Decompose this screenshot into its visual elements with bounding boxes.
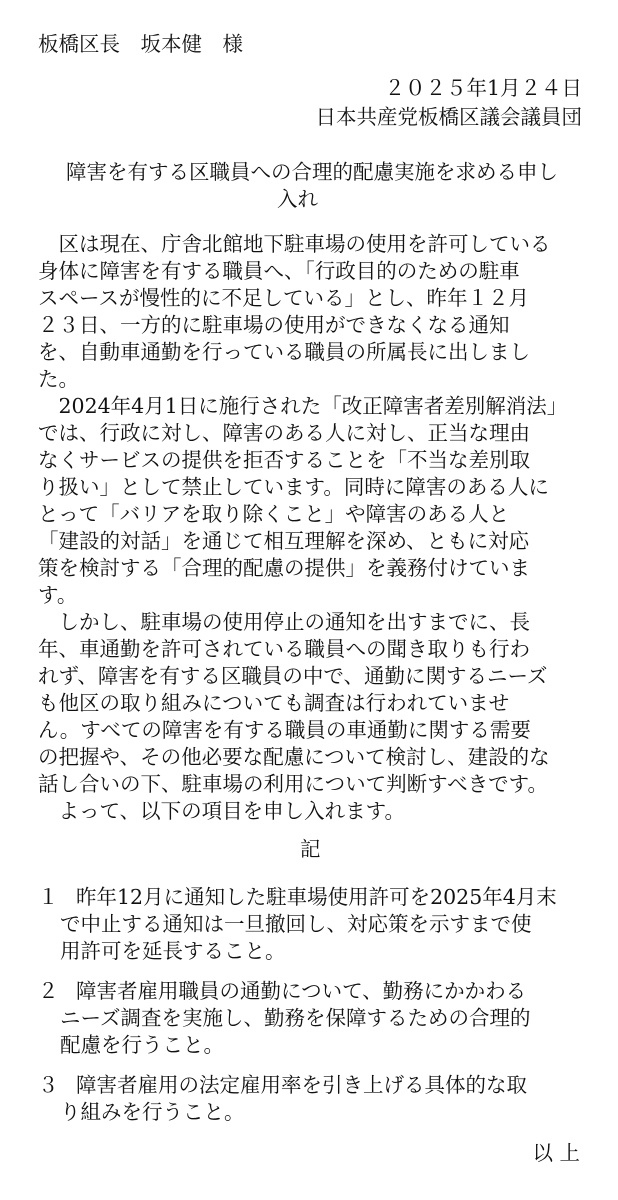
document-title-line-1: 障害を有する区職員への合理的配慮実施を求める申し [66, 160, 558, 184]
closing: 以 上 [532, 1141, 580, 1165]
sender: 日本共産党板橋区議会議員団 [315, 105, 582, 129]
item-line: 用許可を延長すること。 [60, 939, 286, 963]
addressee: 板橋区長 坂本健 様 [38, 32, 243, 56]
body-line: す。 [38, 583, 78, 607]
body-line: スペースが慢性的に不足している」とし、昨年１２月 [38, 286, 529, 310]
body-line: 策を検討する「合理的配慮の提供」を義務付けていま [38, 556, 530, 580]
body-line: よって、以下の項目を申し入れます。 [38, 799, 405, 823]
ki-heading: 記 [300, 837, 321, 861]
body-line: り扱い」として禁止しています。同時に障害のある人に [38, 475, 549, 499]
item-line: り組みを行うこと。 [60, 1100, 245, 1124]
body-line: 話し合いの下、駐車場の利用について判断すべきです。 [38, 772, 549, 796]
body-line: れず、障害を有する区職員の中で、通勤に関するニーズ [38, 664, 548, 688]
body-line: も他区の取り組みについても調査は行われていませ [38, 691, 510, 715]
body-line: 身体に障害を有する職員へ、「行政目的のための駐車 [38, 259, 520, 283]
item-line: 障害者雇用職員の通勤について、勤務にかかわる [76, 979, 527, 1003]
body-line: なくサービスの提供を拒否することを「不当な差別取 [38, 448, 530, 472]
item-number: ３ [38, 1073, 59, 1097]
body-line: では、行政に対し、障害のある人に対し、正当な理由 [38, 421, 530, 445]
item-line: ニーズ調査を実施し、勤務を保障するための合理的 [60, 1006, 531, 1030]
document-date: ２０２５年1月２４日 [384, 76, 582, 100]
item-line: 配慮を行うこと。 [60, 1033, 224, 1057]
item-line: で中止する通知は一旦撤回し、対応策を示すまで使 [60, 912, 532, 936]
body-line: 年、車通勤を許可されている職員への聞き取りも行わ [38, 637, 530, 661]
body-line: しかし、駐車場の使用停止の通知を出すまでに、長 [38, 610, 530, 634]
body-line: ん。すべての障害を有する職員の車通勤に関する需要 [38, 718, 531, 742]
body-line: の把握や、その他必要な配慮について検討し、建設的な [38, 745, 550, 769]
body-line: 区は現在、庁舎北館地下駐車場の使用を許可している [38, 232, 551, 256]
body-line: 「建設的対話」を通じて相互理解を深め、ともに対応 [38, 529, 530, 553]
item-line: 障害者雇用の法定雇用率を引き上げる具体的な取 [76, 1073, 527, 1097]
body-line: を、自動車通勤を行っている職員の所属長に出しまし [38, 340, 530, 364]
document-title-line-2: 入れ [277, 187, 318, 211]
body-line: 2024年4月1日に施行された「改正障害者差別解消法」 [38, 394, 568, 418]
item-line: 昨年12月に通知した駐車場使用許可を2025年4月末 [76, 885, 557, 909]
item-number: １ [38, 885, 59, 909]
body-line: ２３日、一方的に駐車場の使用ができなくなる通知 [38, 313, 510, 337]
item-number: ２ [38, 979, 59, 1003]
body-line: た。 [38, 367, 79, 391]
body-line: とって「バリアを取り除くこと」や障害のある人と [38, 502, 510, 526]
